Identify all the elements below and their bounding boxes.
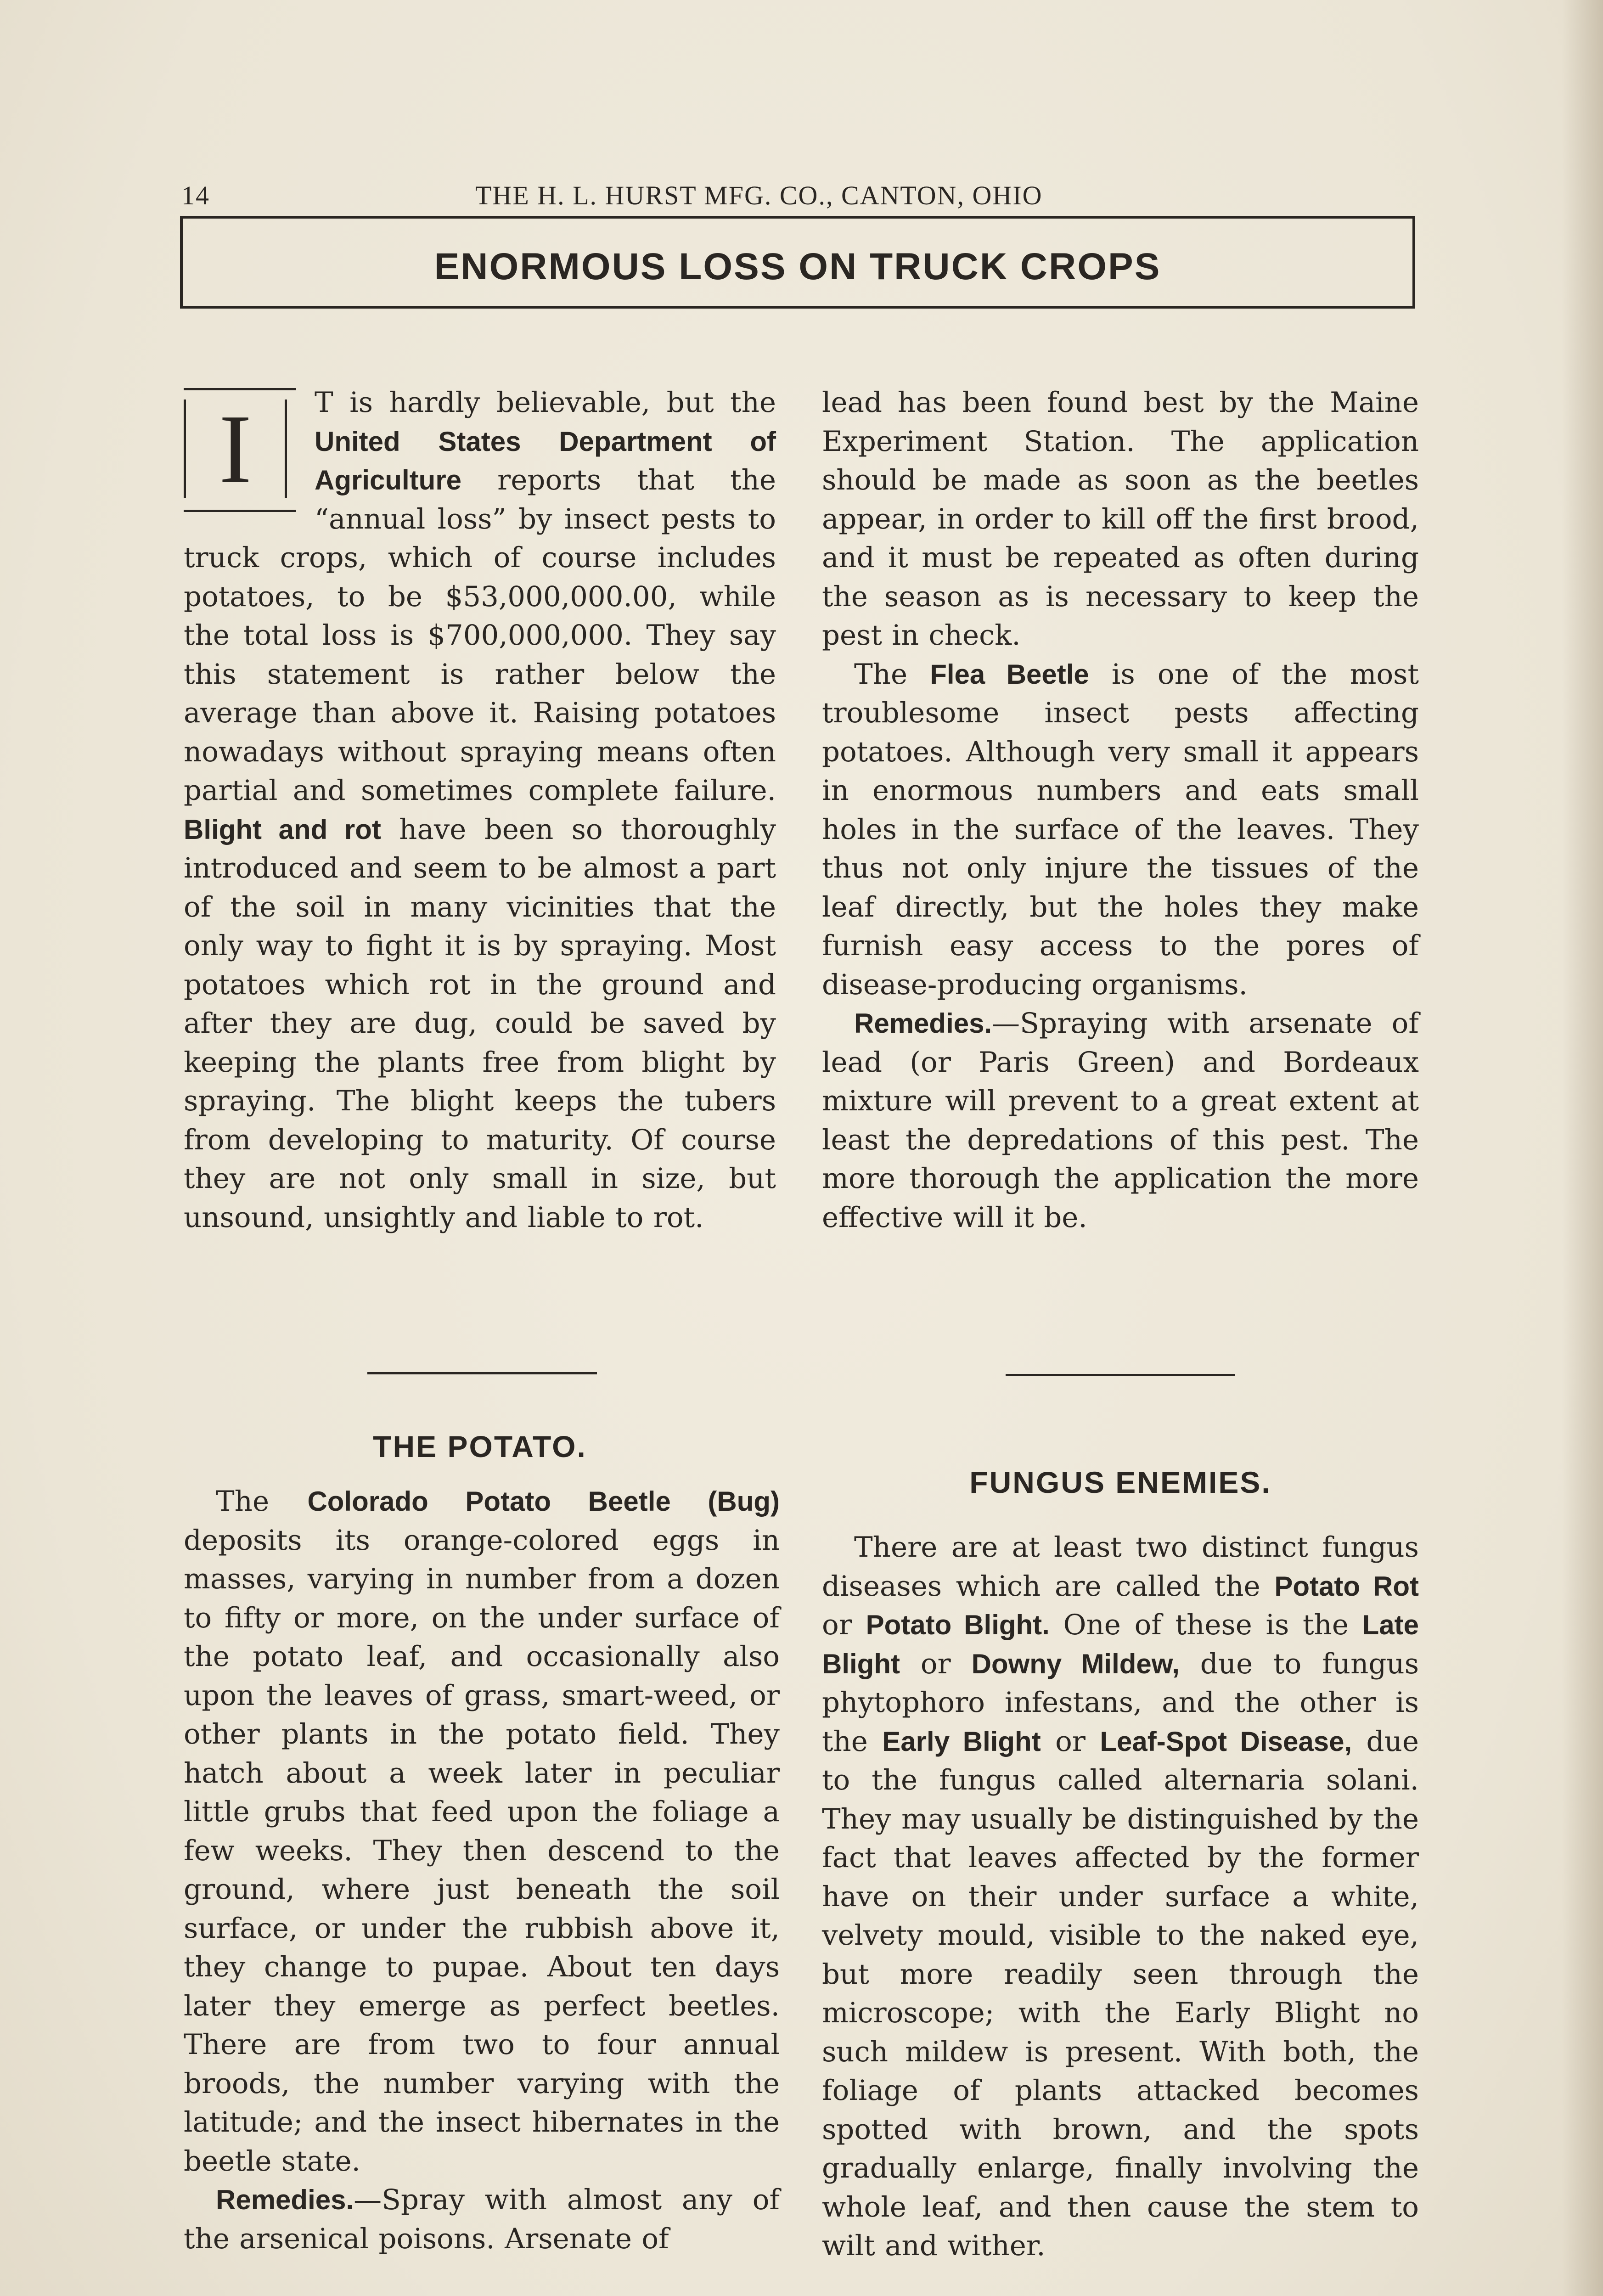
dropcap-frame	[184, 388, 296, 512]
usda-term: United States Department of Agriculture	[315, 426, 776, 495]
flea-beetle-column	[822, 383, 1419, 1237]
divider-right	[1006, 1374, 1235, 1376]
intro-first-line: T is hardly believable, but the	[315, 386, 776, 419]
publisher-line: THE H. L. HURST MFG. CO., CANTON, OHIO	[475, 180, 1043, 210]
remedies-term: Remedies.	[854, 1008, 992, 1039]
flea-beetle-term: Flea Beetle	[930, 658, 1089, 690]
page-title: ENORMOUS LOSS ON TRUCK CROPS	[434, 246, 1161, 287]
potato-remedies-term: Remedies.	[216, 2184, 354, 2215]
page-edge-shadow	[1562, 0, 1603, 2296]
divider-left	[367, 1372, 597, 1374]
dropcap-letter: I	[219, 394, 252, 504]
blight-term: Blight and rot	[184, 814, 381, 845]
potato-column	[184, 1482, 780, 2258]
potato-beetle-term: Colorado Potato Beetle (Bug)	[307, 1486, 780, 1517]
continued-paragraph: lead has been found best by the Maine Experiment Station. The application should be made as soon as the beetles appear, in order to kill off the first brood, and it must be repeated as often during the season as is necessary to keep the pest in check.	[822, 386, 1419, 652]
title-banner	[180, 216, 1415, 309]
intro-paragraph: T is hardly believable, but the United States Department of Agriculture reports that the “annual loss” by insect pests to truck crops, which of course includes potatoes, to be $53,000,000.00, while the total loss is $700,000,000. They say this statement is rather below the average than above it. Raising potatoes nowadays without spraying means often partial and sometimes complete failure. Blight and rot have been so thoroughly introduced and seem to be almost a part of the soil in many vicinities that the only way to fight it is by spraying. Most potatoes which rot in the ground and after they are dug, could be saved by keeping the plants free from blight by spraying. The blight keeps the tubers from developing to maturity. Of course they are not only small in size, but unsound, unsightly and liable to rot.	[184, 386, 776, 1234]
potato-beetle-paragraph: The Colorado Potato Beetle (Bug) deposits its orange-colored eggs in masses, varying in number from a dozen to fifty or more, on the under surface of the potato leaf, and occasionally also upon the leaves of grass, smart-weed, or other plants in the potato field. They hatch about a week later in peculiar little grubs that feed upon the foliage a few weeks. They then descend to the ground, where just beneath the soil surface, or under the rubbish above it, they change to pupae. About ten days later they emerge as perfect beetles. There are from two to four annual broods, the number varying with the latitude; and the insect hibernates in the beetle state.	[184, 1485, 780, 2178]
flea-beetle-paragraph: The Flea Beetle is one of the most troublesome insect pests affecting potatoes. Although very small it appears in enormous numbers and eats small holes in the surface of the leaves. They thus not only injure the tissues of the leaf directly, but the holes they make furnish easy access to the pores of disease-producing organisms.	[822, 658, 1419, 1001]
page-number: 14	[181, 180, 210, 210]
fungus-paragraph: There are at least two distinct fungus diseases which are called the Potato Rot or Potato Blight. One of these is the Late Blight or Downy Mildew, due to fungus phytophoro infestans, and the other is the Early Blight or Leaf-Spot Disease, due to the fungus called alternaria solani. They may usually be distinguished by the fact that leaves affected by the former have on their under surface a white, velvety mould, visible to the naked eye, but more readily seen through the microscope; with the Early Blight no such mildew is present. With both, the foliage of plants attacked becomes spotted with brown, and the spots gradually enlarge, finally involving the whole leaf, and then cause the stem to wilt and wither.	[822, 1531, 1419, 2262]
potato-remedies-paragraph: Remedies.—Spray with almost any of the arsenical poisons. Arsenate of	[184, 2183, 780, 2255]
potato-heading: THE POTATO.	[373, 1429, 587, 1463]
fungus-heading: FUNGUS ENEMIES.	[969, 1465, 1271, 1499]
remedies-paragraph: Remedies.—Spraying with arsenate of lead (or Paris Green) and Bordeaux mixture will prevent to a great extent at least the depredations of this pest. The more thorough the application the more effective will it be.	[822, 1007, 1419, 1234]
fungus-column	[822, 1528, 1419, 2266]
intro-column	[184, 383, 776, 1237]
